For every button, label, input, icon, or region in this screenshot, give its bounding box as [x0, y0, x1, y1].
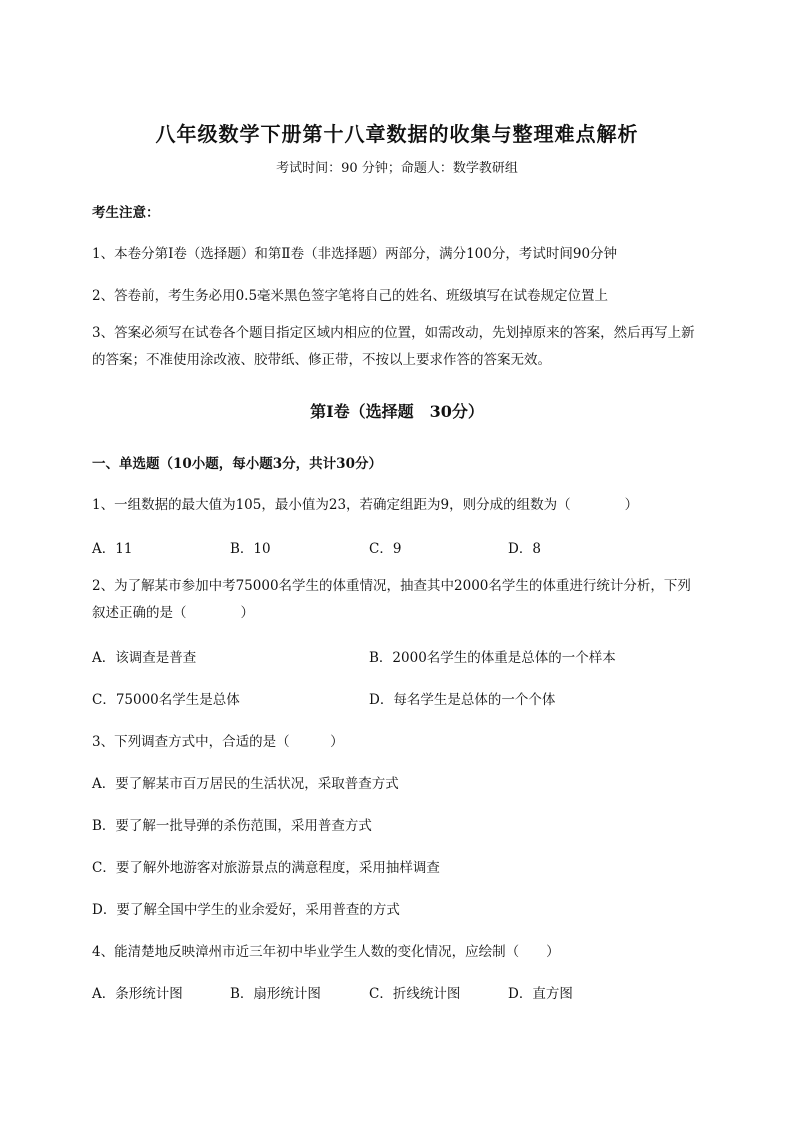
notice-heading: 考生注意： — [92, 205, 160, 221]
option: A．要了解某市百万居民的生活状况，采取普查方式 — [92, 776, 399, 792]
option: A．条形统计图 — [92, 986, 183, 1002]
option: D．每名学生是总体的一个个体 — [369, 692, 556, 708]
notice-item: 2、答卷前，考生务必用0.5毫米黑色签字笔将自己的姓名、班级填写在试卷规定位置上 — [92, 288, 609, 304]
option: D．直方图 — [508, 986, 573, 1002]
option: B．10 — [230, 541, 271, 557]
exam-info: 考试时间：90 分钟；命题人：数学教研组 — [276, 161, 518, 176]
notice-item: 3、答案必须写在试卷各个题目指定区域内相应的位置，如需改动，先划掉原来的答案，然后再写上新的答案；不准使用涂改液、胶带纸、修正带，不按以上要求作答的答案无效。 — [92, 325, 695, 368]
option: B．扇形统计图 — [230, 986, 321, 1002]
option: A．该调查是普查 — [92, 650, 197, 666]
option: B．要了解一批导弹的杀伤范围，采用普查方式 — [92, 818, 372, 834]
question-stem: 2、为了解某市参加中考75000名学生的体重情况，抽查其中2000名学生的体重进行统计分析，下列叙述正确的是（ ） — [92, 578, 691, 621]
option: D．8 — [508, 541, 541, 557]
option: C．9 — [369, 541, 402, 557]
question-stem: 3、下列调查方式中，合适的是（ ） — [92, 734, 344, 750]
part-heading: 一、单选题（10小题，每小题3分，共计30分） — [92, 456, 382, 472]
question-stem: 1、一组数据的最大值为105，最小值为23，若确定组距为9，则分成的组数为（ ） — [92, 497, 639, 513]
option: D．要了解全国中学生的业余爱好，采用普查的方式 — [92, 902, 400, 918]
page-title: 八年级数学下册第十八章数据的收集与整理难点解析 — [155, 122, 639, 146]
section-title: 第Ⅰ卷（选择题 30分） — [310, 402, 484, 421]
option: C．要了解外地游客对旅游景点的满意程度，采用抽样调查 — [92, 860, 440, 876]
option: B．2000名学生的体重是总体的一个样本 — [369, 650, 616, 666]
option: C．折线统计图 — [369, 986, 461, 1002]
notice-item: 1、本卷分第Ⅰ卷（选择题）和第Ⅱ卷（非选择题）两部分，满分100分，考试时间90分钟 — [92, 246, 618, 262]
option: A．11 — [92, 541, 133, 557]
option: C．75000名学生是总体 — [92, 692, 240, 708]
question-stem: 4、能清楚地反映漳州市近三年初中毕业学生人数的变化情况，应绘制（ ） — [92, 944, 560, 960]
